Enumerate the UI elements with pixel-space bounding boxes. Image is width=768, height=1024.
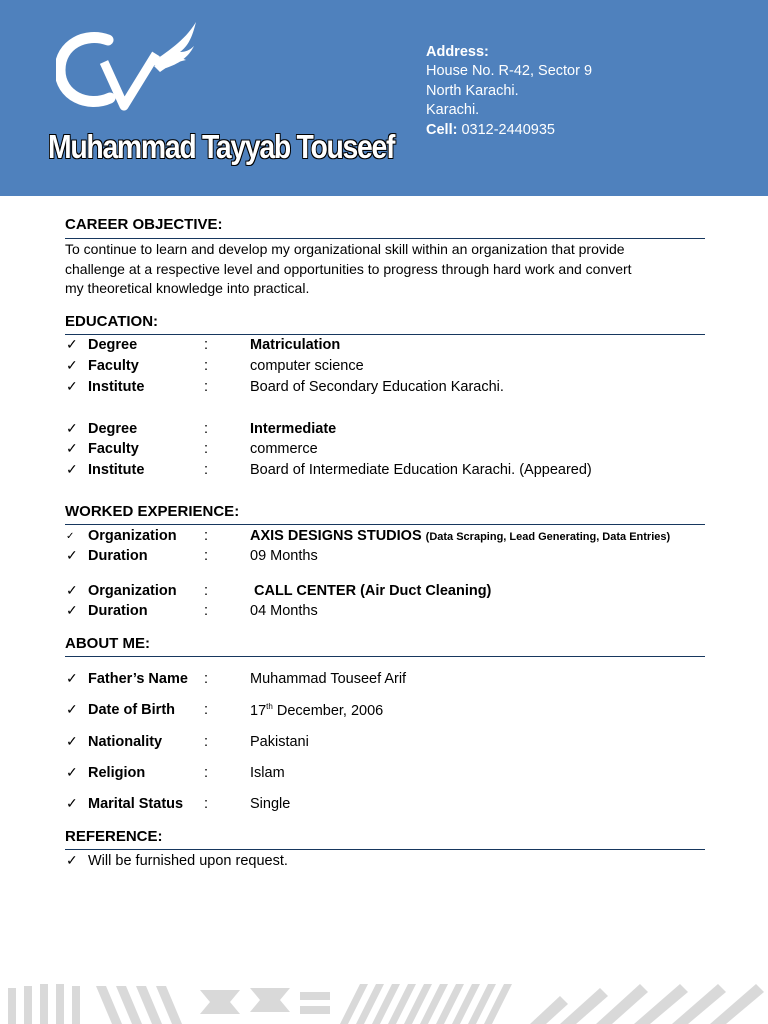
colon: : bbox=[204, 583, 209, 599]
check-icon: ✓ bbox=[66, 670, 78, 686]
about-heading: ABOUT ME: bbox=[65, 635, 150, 652]
career-line: To continue to learn and develop my organizational skill within an organization that provide bbox=[65, 241, 625, 257]
address-line: North Karachi. bbox=[426, 82, 519, 99]
org-detail: (Data Scraping, Lead Generating, Data Entries) bbox=[425, 531, 671, 543]
experience-heading: WORKED EXPERIENCE: bbox=[65, 503, 240, 520]
about-row bbox=[66, 765, 726, 785]
experience-row bbox=[66, 548, 726, 568]
field-label: Religion bbox=[88, 765, 146, 781]
field-value: Board of Intermediate Education Karachi. (Appeared) bbox=[250, 462, 592, 478]
dob-suffix: th bbox=[266, 702, 273, 711]
education-row bbox=[66, 337, 726, 357]
career-heading: CAREER OBJECTIVE: bbox=[65, 216, 223, 233]
field-label: Degree bbox=[88, 337, 138, 353]
field-value: commerce bbox=[250, 441, 318, 457]
about-row bbox=[66, 702, 726, 722]
check-icon: ✓ bbox=[66, 795, 78, 811]
section-divider bbox=[65, 238, 705, 239]
colon: : bbox=[204, 462, 209, 478]
colon: : bbox=[204, 796, 209, 812]
field-value: 04 Months bbox=[250, 603, 318, 619]
check-icon: ✓ bbox=[66, 531, 75, 542]
about-row bbox=[66, 671, 726, 691]
org-name: CALL CENTER bbox=[254, 583, 357, 599]
colon: : bbox=[204, 671, 209, 687]
check-icon: ✓ bbox=[66, 701, 78, 717]
colon: : bbox=[204, 765, 209, 781]
field-label: Organization bbox=[88, 583, 177, 599]
section-divider bbox=[65, 524, 705, 525]
education-heading: EDUCATION: bbox=[65, 313, 159, 330]
about-row bbox=[66, 796, 726, 816]
colon: : bbox=[204, 734, 209, 750]
contact-block bbox=[426, 43, 592, 140]
colon: : bbox=[204, 358, 209, 374]
check-icon: ✓ bbox=[66, 733, 78, 749]
check-icon: ✓ bbox=[66, 378, 78, 394]
experience-row bbox=[66, 528, 726, 548]
field-value: Muhammad Touseef Arif bbox=[250, 671, 407, 687]
colon: : bbox=[204, 421, 209, 437]
about-row bbox=[66, 734, 726, 754]
address-label: Address: bbox=[426, 44, 489, 60]
dob-day: 17 bbox=[250, 702, 267, 719]
colon: : bbox=[204, 337, 209, 353]
colon: : bbox=[204, 528, 209, 544]
field-label: Marital Status bbox=[88, 796, 184, 812]
check-icon: ✓ bbox=[66, 602, 78, 618]
address-line: Karachi. bbox=[426, 102, 480, 119]
field-value bbox=[254, 583, 491, 599]
section-divider bbox=[65, 656, 705, 657]
check-icon: ✓ bbox=[66, 764, 78, 780]
education-row bbox=[66, 441, 726, 461]
check-icon: ✓ bbox=[66, 582, 78, 598]
check-icon: ✓ bbox=[66, 336, 78, 352]
education-row bbox=[66, 421, 726, 441]
reference-heading: REFERENCE: bbox=[65, 828, 163, 845]
field-value bbox=[250, 702, 383, 719]
career-line: challenge at a respective level and opportunities to progress through hard work and convert bbox=[65, 260, 632, 277]
org-name: AXIS DESIGNS STUDIOS bbox=[250, 528, 422, 544]
experience-row bbox=[66, 603, 726, 623]
field-value: Islam bbox=[250, 765, 285, 781]
colon: : bbox=[204, 548, 209, 564]
cv-logo-icon bbox=[56, 22, 201, 117]
reference-text: Will be furnished upon request. bbox=[88, 853, 288, 869]
footer-pattern-icon bbox=[0, 976, 768, 1024]
career-objective-text bbox=[65, 240, 705, 299]
field-label: Degree bbox=[88, 421, 138, 437]
section-divider bbox=[65, 849, 705, 850]
education-row bbox=[66, 462, 726, 482]
field-label: Duration bbox=[88, 548, 148, 564]
field-value: Board of Secondary Education Karachi. bbox=[250, 379, 504, 395]
colon: : bbox=[204, 441, 209, 457]
field-value: computer science bbox=[250, 358, 364, 374]
experience-row bbox=[66, 583, 726, 603]
address-line: House No. R-42, Sector 9 bbox=[426, 63, 593, 80]
education-row bbox=[66, 379, 726, 399]
field-value: Pakistani bbox=[250, 734, 309, 750]
cell-label: Cell: bbox=[426, 121, 458, 138]
career-line: my theoretical knowledge into practical. bbox=[65, 280, 310, 296]
field-value: 09 Months bbox=[250, 548, 318, 564]
field-label: Faculty bbox=[88, 358, 139, 374]
education-row bbox=[66, 358, 726, 378]
cell-value: 0312-2440935 bbox=[461, 121, 555, 138]
check-icon: ✓ bbox=[66, 547, 78, 563]
field-label: Father’s Name bbox=[88, 671, 188, 687]
field-label: Institute bbox=[88, 462, 145, 478]
check-icon: ✓ bbox=[66, 357, 78, 373]
field-label: Faculty bbox=[88, 441, 139, 457]
candidate-name: Muhammad Tayyab Touseef bbox=[48, 128, 395, 165]
field-value bbox=[250, 528, 670, 544]
dob-rest: December, 2006 bbox=[272, 702, 384, 719]
check-icon: ✓ bbox=[66, 420, 78, 436]
check-icon: ✓ bbox=[66, 461, 78, 477]
field-value: Intermediate bbox=[250, 421, 337, 437]
header-banner bbox=[0, 0, 768, 196]
colon: : bbox=[204, 702, 209, 718]
field-label: Date of Birth bbox=[88, 702, 175, 718]
colon: : bbox=[204, 603, 209, 619]
field-label: Organization bbox=[88, 528, 177, 544]
field-label: Institute bbox=[88, 379, 145, 395]
field-value: Single bbox=[250, 796, 291, 812]
org-detail: (Air Duct Cleaning) bbox=[360, 583, 492, 599]
reference-row bbox=[66, 853, 726, 873]
section-divider bbox=[65, 334, 705, 335]
cell-line bbox=[426, 121, 592, 140]
check-icon: ✓ bbox=[66, 440, 78, 456]
colon: : bbox=[204, 379, 209, 395]
field-label: Duration bbox=[88, 603, 148, 619]
check-icon: ✓ bbox=[66, 852, 78, 868]
field-value: Matriculation bbox=[250, 337, 341, 353]
field-label: Nationality bbox=[88, 734, 163, 750]
